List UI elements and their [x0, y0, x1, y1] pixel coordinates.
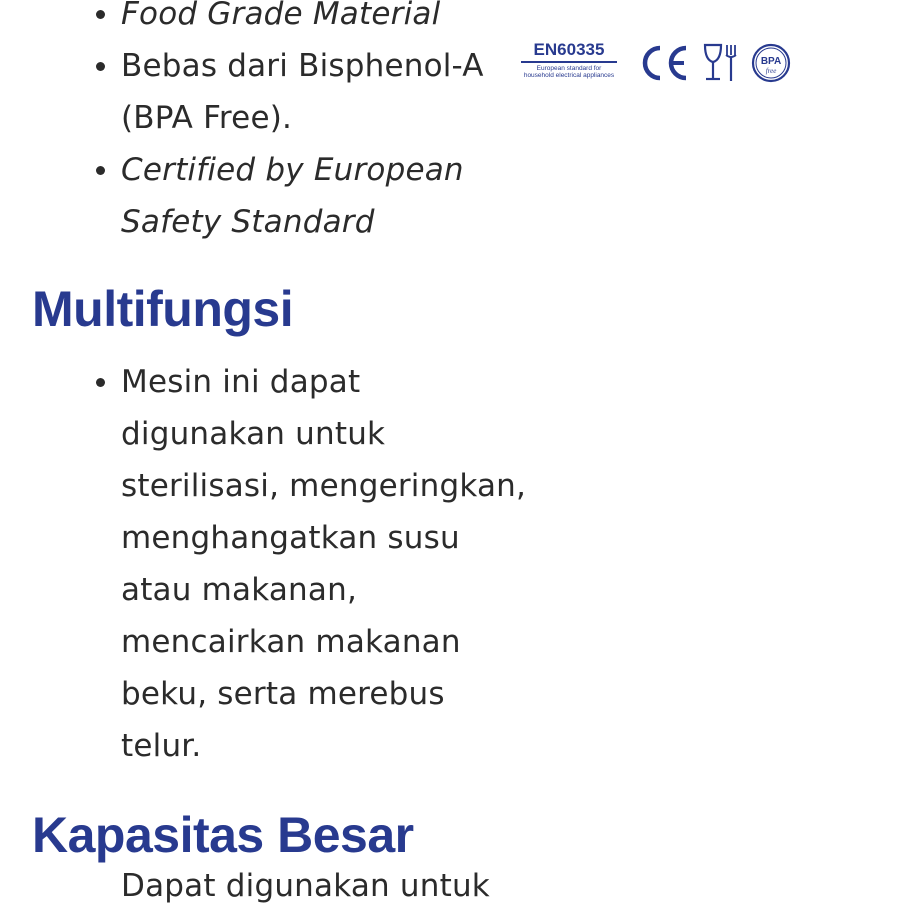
- list-item: [0, 144, 560, 248]
- bullet-icon: [96, 62, 105, 71]
- list-item-line: mencairkan makanan: [121, 624, 461, 660]
- bpa-free-icon: [751, 42, 793, 84]
- bullet-icon: [96, 378, 105, 387]
- list-item: [0, 40, 560, 144]
- en-divider: [521, 61, 617, 63]
- bullet-icon: [96, 166, 105, 175]
- section-heading-multifungsi: Multifungsi: [32, 281, 294, 337]
- bullet-icon: [96, 10, 105, 19]
- list-item-line: beku, serta merebus: [121, 676, 445, 712]
- kapasitas-list: [0, 860, 560, 912]
- section-heading-kapasitas: Kapasitas Besar: [32, 807, 414, 863]
- list-item-line: digunakan untuk: [121, 416, 386, 452]
- list-item-line: Bebas dari Bisphenol-A: [121, 48, 484, 84]
- list-item-line: sterilisasi, mengeringkan,: [121, 468, 527, 504]
- bpa-sub: free: [765, 67, 777, 75]
- ce-mark-icon: [638, 42, 690, 84]
- feature-list: [0, 0, 560, 248]
- list-item-line: menghangatkan susu: [121, 520, 460, 556]
- en-code: EN60335: [533, 40, 605, 59]
- list-item: [0, 356, 560, 772]
- list-item: [0, 0, 560, 40]
- food-safe-icon: [702, 42, 742, 84]
- list-item-line: Safety Standard: [121, 204, 375, 240]
- en-desc: household electrical appliances: [523, 72, 615, 79]
- bpa-label: BPA: [760, 56, 782, 67]
- list-item-line: (BPA Free).: [121, 100, 293, 136]
- en60335-logo: [517, 40, 621, 79]
- list-item-line: Mesin ini dapat: [121, 364, 361, 400]
- en-desc: European standard for: [536, 65, 602, 72]
- multifungsi-list: [0, 356, 560, 772]
- list-item-line: telur.: [121, 728, 202, 764]
- list-item-line: Dapat digunakan untuk: [121, 868, 490, 904]
- list-item: [0, 860, 560, 912]
- list-item-text: Food Grade Material: [121, 0, 441, 32]
- list-item-line: atau makanan,: [121, 572, 357, 608]
- list-item-line: Certified by European: [121, 152, 464, 188]
